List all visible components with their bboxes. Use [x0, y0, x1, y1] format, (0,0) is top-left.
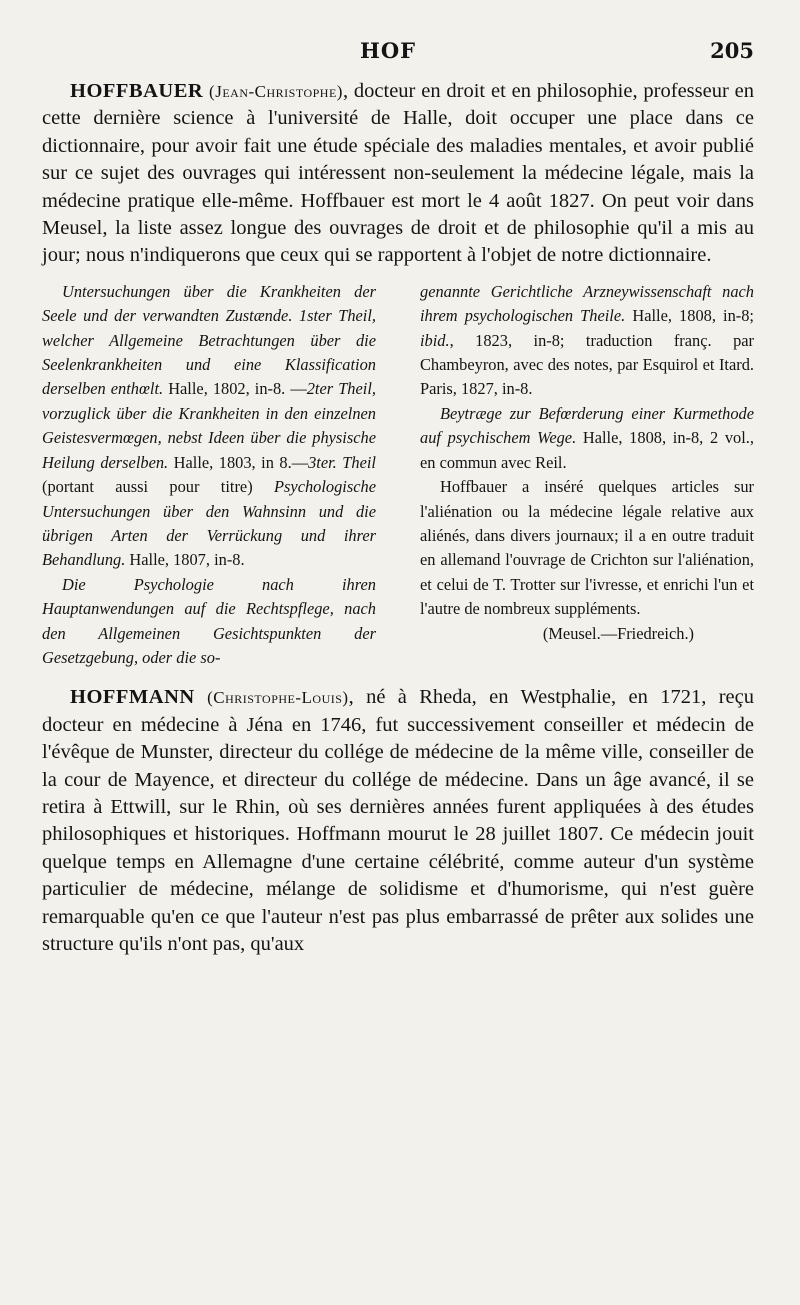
bib-item-untersuchungen	[42, 280, 376, 573]
forename-hoffmann: (Christophe-Louis)	[207, 688, 349, 708]
bib-imprint-5: Halle, 1808, in-8;	[625, 306, 754, 326]
bib-title-5-cont: genannte Gerichtliche Arzneywissenschaft nach ihrem psychologischen Theile.	[420, 281, 754, 326]
bib-imprint-5b: , 1823, in-8; traduction franç. par Chambeyron, avec des notes, par Esquirol et Itard. Paris, 1827, in-8.	[420, 330, 754, 399]
bib-ibid: ibid.	[420, 330, 450, 350]
bib-item-psychologie	[42, 573, 376, 671]
entry-hoffbauer-text	[42, 78, 754, 270]
bib-title-6: Beytræge zur Befœrderung einer Kurmethode auf psychischem Wege.	[420, 403, 754, 448]
bib-title-2: 2ter Theil, vorzuglick über die Krankheiten in den einzelnen Geistesvermœgen, nebst Ideen über die physische Heilung derselben.	[42, 379, 376, 472]
headword-hoffbauer: HOFFBAUER	[70, 80, 204, 102]
bib-item-psychologie-cont	[420, 280, 754, 402]
bib-item-beytraege	[420, 402, 754, 475]
page-number: 205	[710, 38, 754, 63]
book-page	[42, 38, 754, 958]
bib-title-5: Die Psychologie nach ihren Hauptanwendungen auf die Rechtspflege, nach den Allgemeinen Gesichtspunkten der Gesetzgebung, oder die so-	[42, 574, 376, 667]
headword-hoffmann: HOFFMANN	[70, 686, 195, 709]
entry-hoffmann-body: , né à Rheda, en Westphalie, en 1721, reçu docteur en médecine à Jéna en 1746, fut successivement conseiller et médecin de l'évêque de Munster, directeur du collége de médecine de la même ville, conseiller de la cour de Mayence, et directeur du collége de médecine. Dans un âge avancé, il se retira à Ettwill, sur le Rhin, où ses dernières années furent appliquées à des études philosophiques et historiques. Hoffmann mourut le 28 juillet 1807. Ce médecin jouit quelque temps en Allemagne d'une certaine célébrité, comme auteur d'un système particulier de médecine, mélange de solidisme et d'humorisme, qui n'est guère remarquable qu'en ce que l'auteur n'est pas plus embarrassé de prêter aux solides une structure qu'ils n'ont pas, qu'aux	[42, 686, 754, 955]
bib-imprint-6: Halle, 1808, in-8, 2 vol., en commun avec Reil.	[420, 428, 755, 472]
entry-hoffbauer	[42, 78, 754, 270]
entry-hoffbauer-body: , docteur en droit et en philosophie, professeur en cette dernière science à l'université de Halle, doit occuper une place dans ce dictionnaire, pour avoir fait une étude spéciale des maladies mentales, et avoir publié sur ce sujet des ouvrages qui intéressent non-seulement la médecine légale, mais la médecine pratique elle-même. Hoffbauer est mort le 4 août 1827. On peut voir dans Meusel, la liste assez longue des ouvrages de droit et de philosophie qu'il a mis au jour; nous n'indiquerons que ceux qui se rapportent à l'objet de notre dictionnaire.	[42, 80, 754, 267]
entry-hoffmann	[42, 684, 754, 958]
bib-note-articles: Hoffbauer a inséré quelques articles sur l'aliénation ou la médecine légale relative aux aliénés, dans divers journaux; il a en outre traduit en allemand l'ouvrage de Crichton sur l'aliénation, et celui de T. Trotter sur l'ivresse, et enrichi l'un et l'autre de nombreux suppléments.	[420, 477, 754, 619]
bibliography-right-column	[420, 280, 754, 671]
bib-note-3: (portant aussi pour titre)	[42, 477, 275, 497]
bibliography-hoffbauer	[42, 280, 754, 671]
entry-hoffmann-text	[42, 684, 754, 958]
bib-title-3: 3ter. Theil	[308, 452, 376, 472]
forename-hoffbauer: (Jean-Christophe)	[209, 82, 343, 101]
bib-title-4: Psychologische Untersuchungen über den Wahnsinn und die übrigen Arten der Verrückung und ihrer Behandlung.	[42, 477, 376, 570]
bib-title-1: Untersuchungen über die Krankheiten der Seele und der verwandten Zustænde. 1ster Theil, welcher Allgemeine Betrachtungen über die Seelenkrankheiten und eine Klassification derselben enthœlt.	[42, 281, 376, 399]
running-title: HOF	[360, 38, 417, 63]
bib-imprint-1: Halle, 1802, in-8. —	[163, 379, 307, 399]
bib-sources: (Meusel.—Friedreich.)	[542, 623, 694, 643]
bib-imprint-2: Halle, 1803, in 8.—	[168, 452, 309, 472]
bib-imprint-4: Halle, 1807, in-8.	[125, 550, 245, 570]
running-header	[42, 38, 754, 78]
bibliography-left-column	[42, 280, 376, 671]
